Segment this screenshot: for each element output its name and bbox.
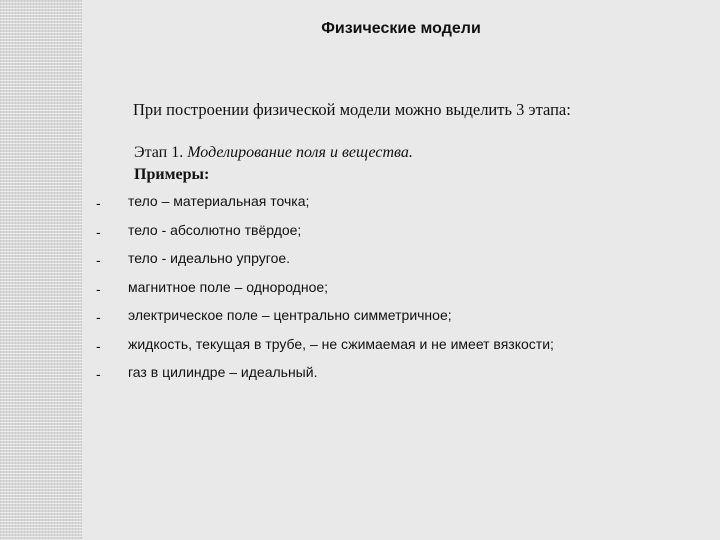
bullet-dash: -: [96, 309, 101, 325]
bullet-dash: -: [96, 195, 101, 211]
list-item-text: жидкость, текущая в трубе, – не сжимаемая и не имеет вязкости;: [128, 335, 554, 352]
stage-line: [134, 144, 413, 162]
stage-name: Моделирование поля и вещества.: [187, 144, 413, 161]
bullet-dash: -: [96, 366, 101, 382]
bullet-dash: -: [96, 280, 101, 297]
slide-title: Физические модели: [321, 20, 481, 37]
bullet-dash: -: [96, 252, 101, 268]
list-item-text: электрическое поле – центрально симметричное;: [128, 307, 452, 323]
list-item-text: тело – материальная точка;: [128, 193, 310, 209]
bullet-dash: -: [96, 337, 101, 354]
list-item-text: тело - идеально упругое.: [128, 250, 291, 266]
bullet-dash: -: [96, 223, 101, 240]
intro-text: При построении физической модели можно выделить 3 этапа:: [133, 100, 571, 119]
list-item-text: тело - абсолютно твёрдое;: [128, 221, 302, 238]
examples-label: Примеры:: [134, 166, 210, 183]
list-item-text: газ в цилиндре – идеальный.: [128, 364, 318, 380]
list-item-text: магнитное поле – однородное;: [128, 278, 329, 295]
decorative-side-stripe: [0, 0, 82, 540]
stage-prefix: Этап 1.: [134, 144, 184, 161]
